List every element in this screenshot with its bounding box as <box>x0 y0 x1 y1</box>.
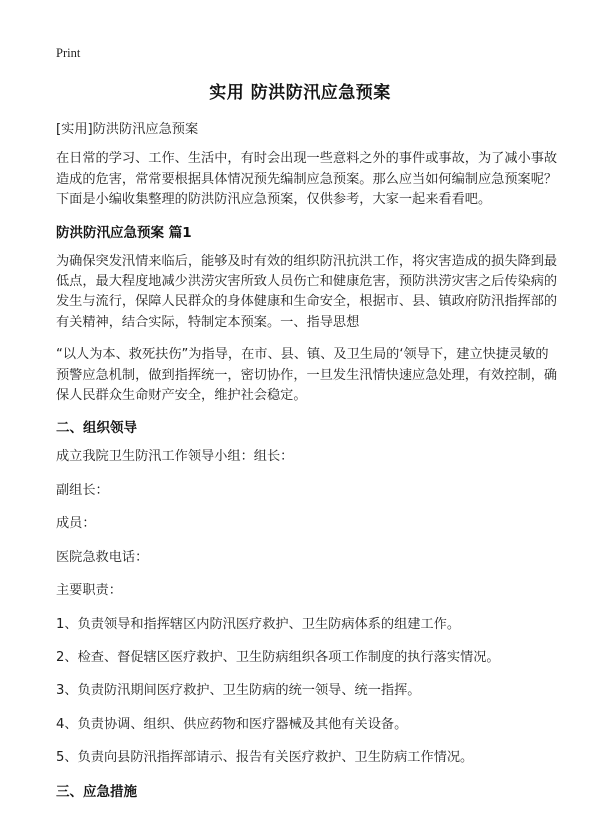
deputy-leader-line: 副组长： <box>56 482 109 498</box>
duty-item-5: 5、负责向县防汛指挥部请示、报告有关医疗救护、卫生防病工作情况。 <box>56 750 474 766</box>
section-heading-3: 三、应急措施 <box>56 783 137 800</box>
section-heading-2: 二、组织领导 <box>56 420 137 437</box>
emergency-phone-line: 医院急救电话： <box>56 549 149 565</box>
section-heading-1: 防洪防汛应急预案 篇1 <box>56 224 192 241</box>
main-duties-line: 主要职责： <box>56 583 122 599</box>
duty-item-2: 2、检查、督促辖区医疗救护、卫生防病组织各项工作制度的执行落实情况。 <box>56 649 500 665</box>
print-link[interactable]: Print <box>56 46 81 60</box>
document-subtitle: [实用]防洪防汛应急预案 <box>56 122 199 137</box>
members-line: 成员： <box>56 516 96 532</box>
document-title: 实用 防洪防汛应急预案 <box>209 83 391 103</box>
leadership-group-line: 成立我院卫生防汛工作领导小组：组长： <box>56 449 294 465</box>
intro-paragraph: 在日常的学习、工作、生活中，有时会出现一些意料之外的事件或事故，为了减小事故造成的危害，常常要根据具体情况预先编制应急预案。那么应当如何编制应急预案呢？下面是小编收集整理的防洪防汛应急预案，仅供参考，大家一起来看看吧。 <box>56 151 558 208</box>
duty-item-4: 4、负责协调、组织、供应药物和医疗器械及其他有关设备。 <box>56 716 408 732</box>
duty-item-3: 3、负责防汛期间医疗救护、卫生防病的统一领导、统一指挥。 <box>56 683 421 699</box>
section-1-paragraph-2: “以人为本、救死扶伤”为指导，在市、县、镇、及卫生局的‘领导下，建立快捷灵敏的预警应急机制，做到指挥统一，密切协作，一旦发生汛情快速应急处理，有效控制，确保人民群众生命财产安全，维护社会稳定。 <box>56 347 558 404</box>
duty-item-1: 1、负责领导和指挥辖区内防汛医疗救护、卫生防病体系的组建工作。 <box>56 616 461 632</box>
section-1-paragraph-1: 为确保突发汛情来临后，能够及时有效的组织防汛抗洪工作，将灾害造成的损失降到最低点，最大程度地减少洪涝灾害所致人员伤亡和健康危害，预防洪涝灾害之后传染病的发生与流行，保障人民群众的身体健康和生命安全，根据市、县、镇政府防汛指挥部的有关精神，结合实际，特制定本预案。一、指导思想 <box>56 253 558 330</box>
document-body <box>56 120 558 811</box>
